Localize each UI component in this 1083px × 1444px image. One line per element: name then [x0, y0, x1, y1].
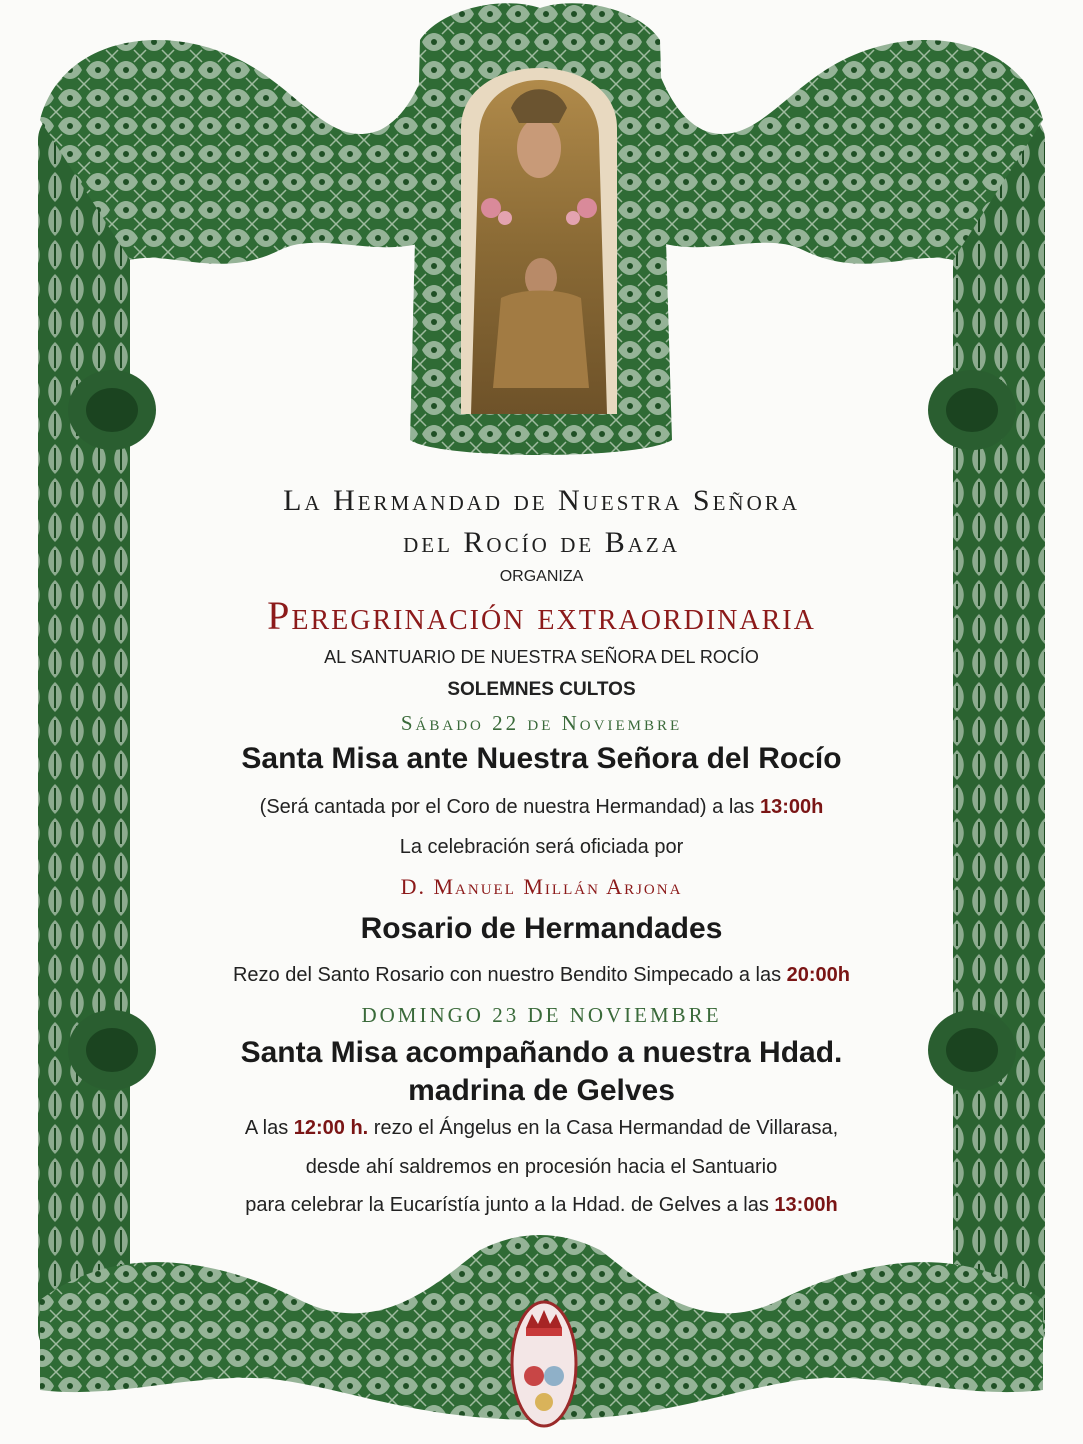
day2-p3-time: 13:00h	[774, 1194, 838, 1216]
header-line-1: La Hermandad de Nuestra Señora	[283, 484, 800, 517]
event-title: Peregrinación extraordinaria	[267, 593, 816, 638]
cultos-label: SOLEMNES CULTOS	[447, 679, 636, 700]
event-subtitle: AL SANTUARIO DE NUESTRA SEÑORA DEL ROCÍO	[324, 647, 759, 667]
rosary-title: Rosario de Hermandades	[360, 912, 723, 945]
day2-p1-pre: A las	[244, 1117, 289, 1139]
poster-text	[150, 0, 933, 1444]
officiated-by: La celebración será oficiada por	[399, 836, 684, 858]
day2-paragraph-3	[150, 1194, 933, 1217]
organiza-label: ORGANIZA	[499, 568, 584, 585]
day1-date: Sábado 22 de Noviembre	[400, 711, 683, 735]
rosary-desc	[150, 964, 933, 987]
rosary-desc-text: Rezo del Santo Rosario con nuestro Bendito Simpecado a las	[232, 964, 782, 986]
rosary-time: 20:00h	[786, 964, 851, 986]
day2-p3-pre: para celebrar la Eucarístía junto a la Hdad. de Gelves a las	[245, 1194, 769, 1216]
day2-date: DOMINGO 23 DE NOVIEMBRE	[361, 1003, 722, 1027]
day2-paragraph-1	[150, 1117, 933, 1140]
day2-p1-post: rezo el Ángelus en la Casa Hermandad de Villarasa,	[373, 1117, 839, 1139]
day2-p1-time: 12:00 h.	[293, 1117, 369, 1139]
day1-mass-desc-text: (Será cantada por el Coro de nuestra Hermandad) a las	[259, 796, 755, 818]
day2-mass-title-2: madrina de Gelves	[408, 1074, 675, 1107]
day1-mass-desc	[150, 796, 933, 819]
day2-paragraph-2: desde ahí saldremos en procesión hacia el Santuario	[305, 1156, 778, 1178]
day2-mass-title-1: Santa Misa acompañando a nuestra Hdad.	[240, 1036, 843, 1069]
day1-mass-title: Santa Misa ante Nuestra Señora del Rocío	[241, 742, 842, 775]
header-line-2: del Rocío de Baza	[403, 526, 680, 559]
day1-mass-time: 13:00h	[759, 796, 824, 818]
officiant-name: D. Manuel Millán Arjona	[400, 874, 683, 899]
